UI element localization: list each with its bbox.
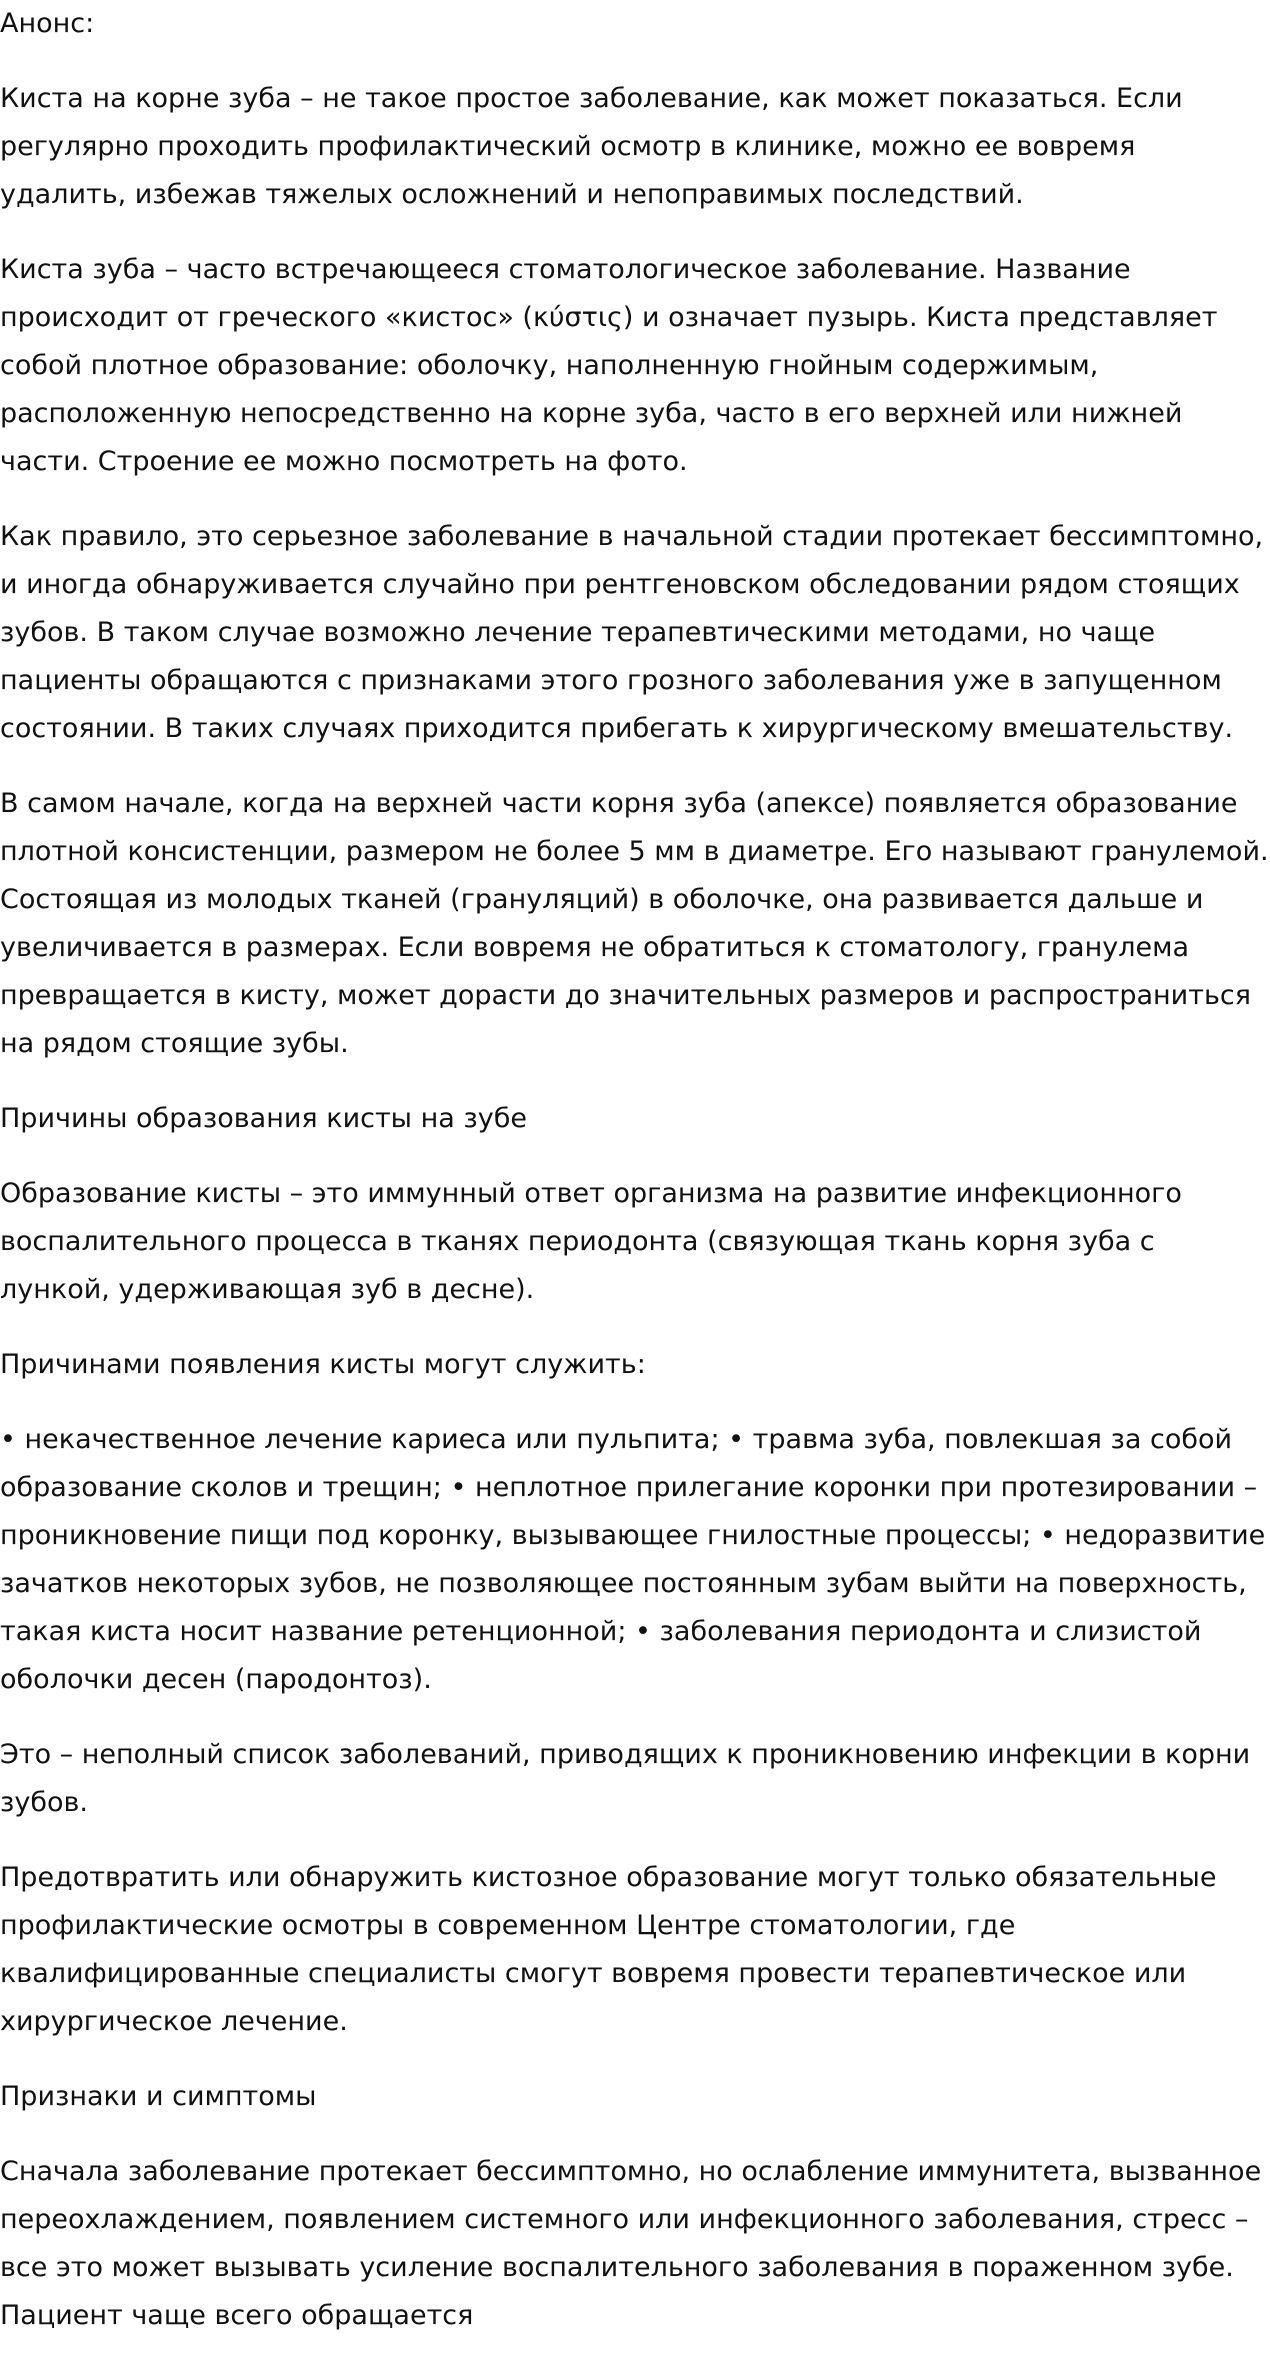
announcement-label: Анонс: (0, 8, 95, 39)
paragraph-course: Как правило, это серьезное заболевание в начальной стадии протекает бессимптомно, и иногда обнаруживается случайно при рентгеновском обследовании рядом стоящих зубов. В таком случае возможно лечение терапевтическими методами, но чаще пациенты обращаются с признаками этого грозного заболевания уже в запущенном состоянии. В таких случаях приходится прибегать к хирургическому вмешательству. (0, 521, 1264, 744)
heading-causes: Причины образования кисты на зубе (0, 1103, 527, 1134)
paragraph-intro: Киста на корне зуба – не такое простое заболевание, как может показаться. Если регулярно проходить профилактический осмотр в клинике, можно ее вовремя удалить, избежав тяжелых осложнений и непоправимых последствий. (0, 83, 1183, 210)
paragraph-prevention: Предотвратить или обнаружить кистозное образование могут только обязательные профилактические осмотры в современном Центре стоматологии, где квалифицированные специалисты смогут вовремя провести терапевтическое или хирургическое лечение. (0, 1862, 1217, 2037)
paragraph-causes-list: • некачественное лечение кариеса или пульпита; • травма зуба, повлекшая за собой образование сколов и трещин; • неплотное прилегание коронки при протезировании – проникновение пищи под коронку, вызывающее гнилостные процессы; • недоразвитие зачатков некоторых зубов, не позволяющее постоянным зубам выйти на поверхность, такая киста носит название ретенционной; • заболевания периодонта и слизистой оболочки десен (пародонтоз). (0, 1424, 1266, 1695)
paragraph-development: В самом начале, когда на верхней части корня зуба (апексе) появляется образование плотной консистенции, размером не более 5 мм в диаметре. Его называют гранулемой. Состоящая из молодых тканей (грануляций) в оболочке, она развивается дальше и увеличивается в размерах. Если вовремя не обратиться к стоматологу, гранулема превращается в кисту, может дорасти до значительных размеров и распространиться на рядом стоящие зубы. (0, 788, 1269, 1059)
paragraph-definition: Киста зуба – часто встречающееся стоматологическое заболевание. Название происходит от греческого «кистос» (κύστις) и означает пузырь. Киста представляет собой плотное образование: оболочку, наполненную гнойным содержимым, расположенную непосредственно на корне зуба, часто в его верхней или нижней части. Строение ее можно посмотреть на фото. (0, 254, 1218, 477)
paragraph-incomplete-list: Это – неполный список заболеваний, приводящих к проникновению инфекции в корни зубов. (0, 1739, 1251, 1818)
paragraph-immune-response: Образование кисты – это иммунный ответ организма на развитие инфекционного воспалительного процесса в тканях периодонта (связующая ткань корня зуба с лункой, удерживающая зуб в десне). (0, 1178, 1182, 1305)
heading-symptoms: Признаки и симптомы (0, 2081, 317, 2112)
paragraph-causes-intro: Причинами появления кисты могут служить: (0, 1349, 646, 1380)
paragraph-symptoms: Сначала заболевание протекает бессимптомно, но ослабление иммунитета, вызванное переохлаждением, появлением системного или инфекционного заболевания, стресс – все это может вызывать усиление воспалительного заболевания в пораженном зубе. Пациент чаще всего обращается (0, 2156, 1262, 2331)
